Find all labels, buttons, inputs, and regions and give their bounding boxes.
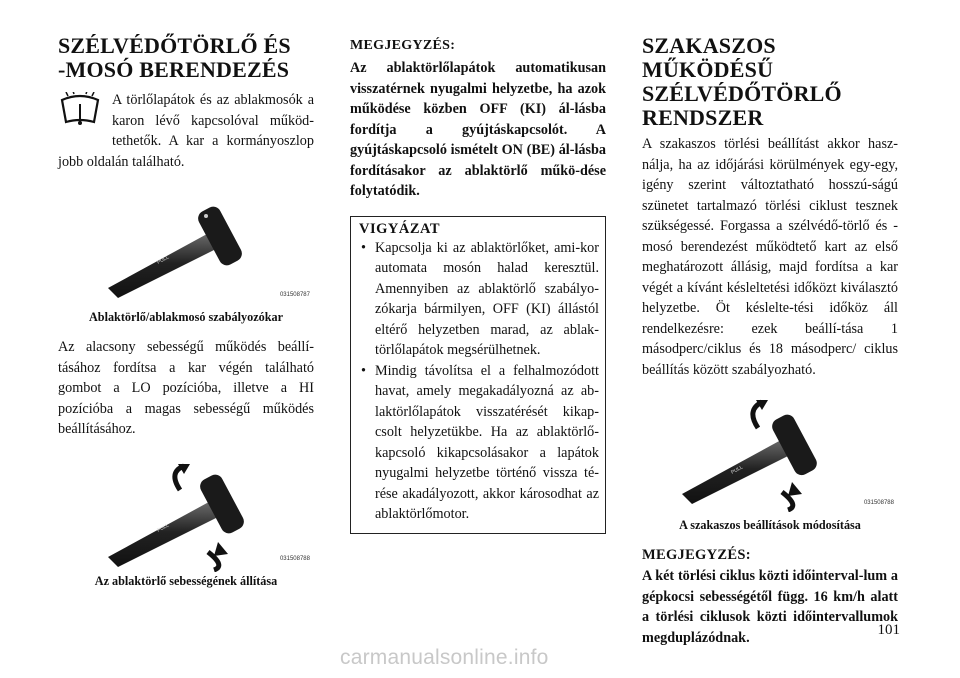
left-column	[58, 34, 314, 589]
svg-text:PULL: PULL	[156, 522, 170, 534]
figure-code: 031508787	[279, 292, 310, 298]
heading-line: SZÉLVÉDŐTÖRLŐ	[642, 81, 842, 106]
note-title: MEGJEGYZÉS:	[642, 547, 751, 563]
right-column	[642, 34, 898, 648]
heading-line: SZÉLVÉDŐTÖRLŐ ÉS	[58, 33, 291, 58]
note-text: A két törlési ciklus közti időinterval-lum a gépkocsi sebességétől függ. 16 km/h alatt a törlési ciklusok közti időintervallumok megduplázódnak.	[642, 568, 898, 646]
svg-text:PULL: PULL	[730, 464, 744, 476]
windshield-wiper-icon	[58, 92, 102, 132]
figure-caption: Ablaktörlő/ablakmosó szabályozókar	[88, 310, 283, 324]
warning-item: • Kapcsolja ki az ablaktörlőket, ami-kor automata mosón halad keresztül. Amennyiben az ablaktörlő szabályo-zókarja bármilyen, OFF (KI) állástól eltérő helyzetben marad, az ablak-törlőlapátok megsérülhetnek.	[359, 238, 599, 361]
note-text: Az ablaktörlőlapátok automatikusan visszatérnek nyugalmi helyzetbe, ha azok működése közben OFF (KI) ál-lásba fordítja a gyújtáskapcsolót. A gyújtáskapcsoló ismételt ON (BE) ál-lásba fordításakor az ablaktörlő műkö-dése folytatódik.	[350, 60, 606, 199]
wiper-speed-figure	[58, 462, 314, 572]
figure-caption: Az ablaktörlő sebességének állítása	[94, 573, 278, 588]
figure-code: 031508788	[863, 500, 894, 506]
intro-text: A törlőlapátok és az ablakmosók a karon lévő kapcsolóval működ-tethetők. A kar a kormányoszlop jobb oldalán található.	[58, 92, 314, 170]
intermittent-lever-illustration	[642, 394, 898, 512]
wiper-lever-figure	[58, 198, 314, 308]
warning-item: • Mindig távolítsa el a felhalmozódott havat, amely megakadályozná az ab-laktörlőlapátok visszatérését kikap-csolt helyzetükbe. Ha az ablaktörlő-kapcsoló kikapcsolásakor a lapátok nyugalmi helyzetbe történő vissza té-rése akadályozott, akkor károsodhat az ablaktörlőmotor.	[359, 361, 599, 525]
warning-title: VIGYÁZAT	[359, 220, 441, 237]
middle-column	[350, 34, 606, 534]
heading-line: RENDSZER	[642, 105, 764, 130]
speed-paragraph: Az alacsony sebességű működés beállí-tásához fordítsa a kar végén található gombot a LO pozícióba, illetve a HI pozícióba a magas sebességű működés beállításához.	[58, 339, 314, 437]
watermark: carmanualsonline.info	[340, 646, 549, 669]
heading-line: -MOSÓ BERENDEZÉS	[58, 57, 290, 82]
intermittent-figure	[642, 394, 898, 512]
note-title: MEGJEGYZÉS:	[350, 38, 456, 53]
page-number: 101	[877, 622, 900, 638]
section-heading-wiper-washer	[58, 34, 314, 82]
intermittent-paragraph: A szakaszos törlési beállítást akkor hasz-nálja, ha az időjárási körülmények egy-egy, igény szerint változtatható hosszú-ságú szünetet tartalmazó törlési ciklust tesznek szükségessé. Forgassa a szélvédő-törlő és -mosó berendezést működtető kart az első meghatározott állásig, majd fordítsa a kar végét a kívánt késleltetési időközt kiválasztó helyzetbe. Öt késlelte-tési időköz áll rendelkezésre: ezek beállí-tása 1 másodperc/ciklus és 18 másodperc/ ciklus beállítás között szabályozható.	[642, 136, 898, 378]
wiper-lever-illustration	[58, 198, 314, 308]
warning-box	[350, 216, 606, 534]
svg-text:PULL: PULL	[156, 254, 170, 266]
intro-paragraph	[58, 90, 314, 172]
warning-list	[359, 238, 599, 525]
figure-caption: A szakaszos beállítások módosítása	[679, 518, 861, 532]
figure-code: 031508788	[279, 555, 310, 562]
heading-line: SZAKASZOS MŰKÖDÉSŰ	[642, 33, 776, 82]
wiper-speed-illustration	[58, 462, 314, 572]
section-heading-intermittent	[642, 34, 898, 130]
